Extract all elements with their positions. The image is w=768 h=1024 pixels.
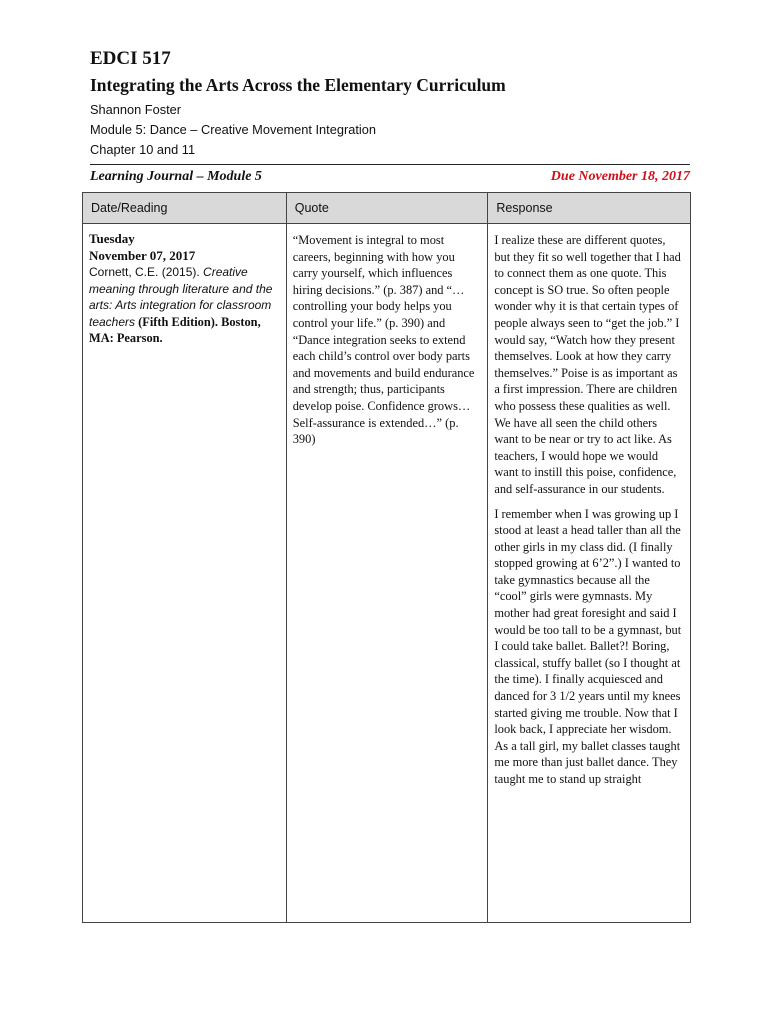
- response-cell: [488, 224, 691, 923]
- citation-title: Creative meaning through literature and the arts: Arts integration for classroom teachers: [89, 265, 273, 329]
- chapters: Chapter 10 and 11: [90, 142, 196, 157]
- citation-author: Cornett, C.E. (2015).: [89, 265, 204, 279]
- response-paragraph-1: I realize these are different quotes, but they fit so well together that I had to connect them as one quote. This concept is SO true. So often people wonder why it is that certain types of people always seen to “get the job.” I would say, “Watch how they present themselves. Look at how they carry themselves.” Poise is as important as a first impression. There are children who possess these qualities as well. We have all seen the child others want to be near or try to act like. As teachers, I would hope we would want to instill this poise, confidence, and self-assurance in our students.: [494, 233, 681, 496]
- course-title: Integrating the Arts Across the Elementary Curriculum: [90, 75, 506, 95]
- journal-table: [82, 192, 691, 923]
- module-title: Module 5: Dance – Creative Movement Integration: [90, 122, 376, 137]
- table-row: [83, 224, 691, 923]
- response-clip: [494, 232, 684, 918]
- student-name: Shannon Foster: [90, 102, 182, 117]
- quote-text: “Movement is integral to most careers, beginning with how you carry yourself, which influences hiring decisions.” (p. 387) and “… controlling your body helps you control your life.” (p. 390) and “Dance integration seeks to extend each child’s control over body parts and movements and build endurance and strength; thus, participants develop poise. Confidence grows…Self-assurance is extended…” (p. 390): [292, 233, 475, 447]
- document-header: [90, 46, 690, 194]
- quote-cell: [286, 224, 488, 923]
- header-date-reading: Date/Reading: [83, 193, 287, 224]
- date-reading-cell: [83, 224, 287, 923]
- entry-day: Tuesday: [89, 231, 135, 246]
- entry-date: November 07, 2017: [89, 248, 196, 263]
- journal-title: Learning Journal – Module 5: [90, 169, 262, 184]
- header-quote: Quote: [286, 193, 488, 224]
- header-divider: [90, 164, 690, 165]
- citation-tail: (Fifth Edition). Boston, MA: Pearson.: [89, 314, 261, 346]
- citation: [89, 264, 280, 347]
- header-response: Response: [488, 193, 691, 224]
- journal-line: [90, 169, 690, 189]
- course-code: EDCI 517: [90, 48, 171, 69]
- table-header-row: [83, 193, 691, 224]
- response-paragraph-2: I remember when I was growing up I stood at least a head taller than all the other girls in my class did. (I finally stopped growing at 6’2”.) I wanted to take gymnastics because all the “cool” girls were gymnasts. My mother had great foresight and said I would be too tall to be a gymnast, but I could take ballet. Ballet?! Boring, classical, stuffy ballet (so I thought at the time). I finally acquiesced and danced for 3 1/2 years until my knees started giving me trouble. Now that I look back, I appreciate her wisdom. As a tall girl, my ballet classes taught me more than just ballet dance. They taught me to stand up straight: [494, 506, 682, 786]
- due-date: Due November 18, 2017: [550, 169, 690, 184]
